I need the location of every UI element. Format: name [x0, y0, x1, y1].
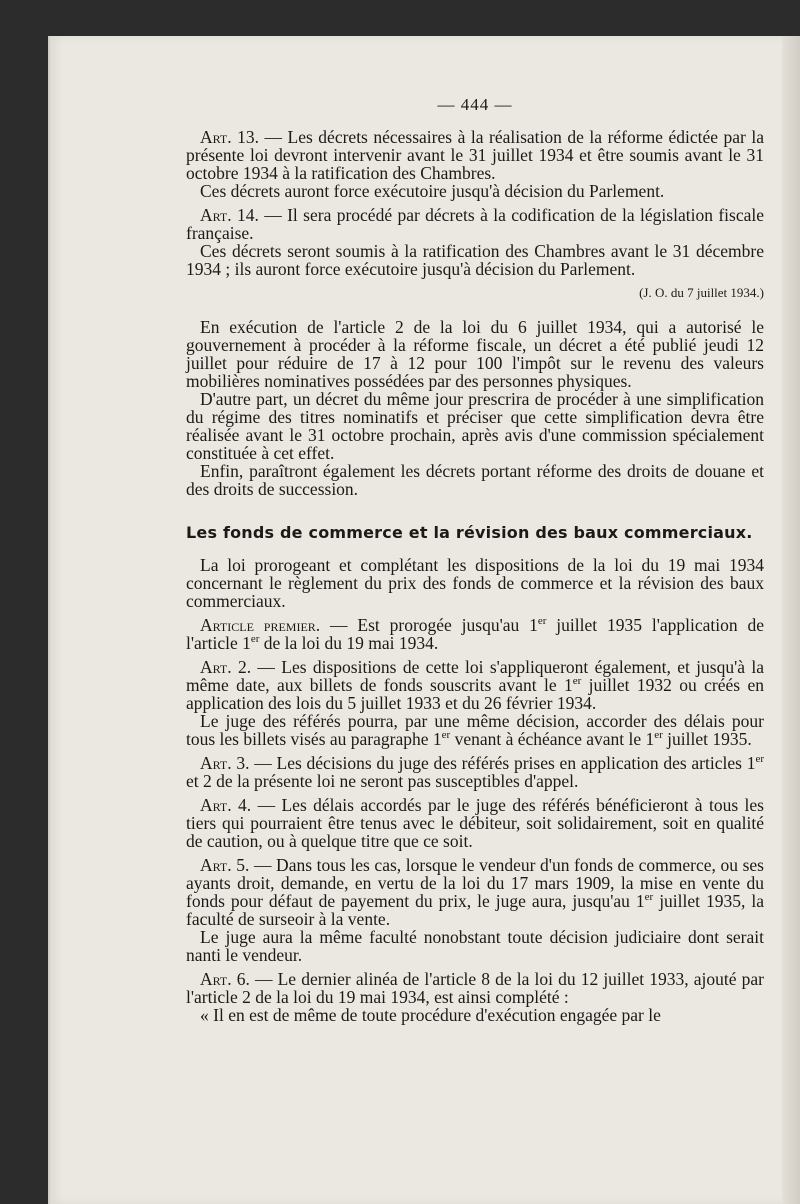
article-14 [186, 206, 764, 242]
article-text: — Est prorogée jusqu'au 1 [320, 615, 538, 635]
section-title: Les fonds de commerce et la révision des baux commerciaux. [186, 523, 753, 542]
article-label: Art. 4. [200, 795, 252, 815]
article-13 [186, 128, 764, 182]
superscript: er [537, 615, 547, 628]
article-text: — Les décisions du juge des référés prises en application des articles 1 [249, 753, 756, 773]
article-text: juillet 1935. [662, 729, 752, 749]
article-label: Art. 6. [200, 969, 250, 989]
article-text: — Le dernier alinéa de l'article 8 de la loi du 12 juillet 1933, ajouté par l'article 2 de la loi du 19 mai 1934, est ainsi complété : [186, 969, 764, 1007]
superscript: er [644, 891, 654, 904]
law-intro: La loi prorogeant et complétant les dispositions de la loi du 19 mai 1934 concernant le règlement du prix des fonds de commerce et la révision des baux commerciaux. [186, 555, 764, 611]
article-4 [186, 796, 764, 850]
article-6-quote: « Il en est de même de toute procédure d'exécution engagée par le [200, 1005, 661, 1025]
superscript: er [654, 729, 663, 742]
article-2-paragraph-2 [186, 712, 764, 748]
article-3 [186, 754, 764, 790]
journal-citation: (J. O. du 7 juillet 1934.) [639, 285, 764, 300]
article-text: — Dans tous les cas, lorsque le vendeur d'un fonds de commerce, ou ses ayants droit, demande, en vertu de la loi du 17 mars 1909, la mise en vente du fonds pour défaut de payement du prix, le juge aura, jusqu'au 1 [186, 855, 764, 911]
article-text: — Les décrets nécessaires à la réalisation de la réforme édictée par la présente loi devront intervenir avant le 31 juillet 1934 et être soumis avant le 31 octobre 1934 à la ratification des Chambres. [186, 127, 764, 183]
page-number: — 444 — [437, 95, 513, 114]
superscript: er [755, 753, 764, 766]
article-6 [186, 970, 764, 1006]
superscript: er [441, 729, 451, 742]
article-label: Art. 13. [200, 127, 260, 147]
article-label: Art. 14. [200, 205, 259, 225]
article-text: — Les dispositions de cette loi s'appliqueront également, et jusqu'à la même date, aux billets de fonds souscrits avant le 1 [186, 657, 764, 695]
execution-paragraph-2: D'autre part, un décret du même jour prescrira de procéder à une simplification du régime des titres nominatifs et préciser que cette simplification devra être réalisée avant le 31 octobre prochain, après avis d'une commission spécialement constituée à cet effet. [186, 389, 764, 463]
article-text: et 2 de la présente loi ne seront pas susceptibles d'appel. [186, 771, 579, 791]
execution-paragraph-3: Enfin, paraîtront également les décrets portant réforme des droits de douane et des droits de succession. [186, 461, 764, 499]
article-label: Art. 5. [200, 855, 250, 875]
article-label: Art. 2. [200, 657, 252, 677]
article-text: juillet 1932 ou créés en application des lois du 5 juillet 1933 et du 26 février 1934. [186, 675, 764, 713]
article-5-paragraph-2: Le juge aura la même faculté nonobstant toute décision judiciaire dont serait nanti le vendeur. [186, 927, 764, 965]
article-text: de la loi du 19 mai 1934. [259, 633, 439, 653]
document-page [48, 36, 800, 1204]
article-text: — Les délais accordés par le juge des référés bénéficieront à tous les tiers qui pourraient être tenus avec le débiteur, soit solidairement, soit en qualité de caution, ou à quelque titre que ce soit. [186, 795, 764, 851]
article-13-paragraph-2: Ces décrets auront force exécutoire jusqu'à décision du Parlement. [200, 181, 665, 201]
article-text: Le juge des référés pourra, par une même décision, accorder des délais pour tous les billets visés au paragraphe 1 [186, 711, 764, 749]
article-5 [186, 856, 764, 928]
page-gutter [782, 36, 800, 1204]
article-14-paragraph-2: Ces décrets seront soumis à la ratification des Chambres avant le 31 décembre 1934 ; ils auront force exécutoire jusqu'à décision du Parlement. [186, 241, 764, 279]
article-text: juillet 1935, la faculté de surseoir à la vente. [186, 891, 764, 929]
page-content [186, 96, 764, 1024]
article-label: Article premier. [200, 615, 321, 635]
article-text: juillet 1935 l'application de l'article 1 [186, 615, 764, 653]
superscript: er [250, 633, 260, 646]
article-text: — Il sera procédé par décrets à la codification de la législation fiscale française. [186, 205, 764, 243]
article-1 [186, 616, 764, 652]
article-text: venant à échéance avant le 1 [450, 729, 655, 749]
article-label: Art. 3. [200, 753, 250, 773]
article-2 [186, 658, 764, 712]
superscript: er [572, 675, 582, 688]
execution-paragraph-1: En exécution de l'article 2 de la loi du 6 juillet 1934, qui a autorisé le gouvernement à procéder à la réforme fiscale, un décret a été publié jeudi 12 juillet pour réduire de 17 à 12 pour 100 l'impôt sur le revenu des valeurs mobilières nominatives possédées par des personnes physiques. [186, 317, 764, 391]
